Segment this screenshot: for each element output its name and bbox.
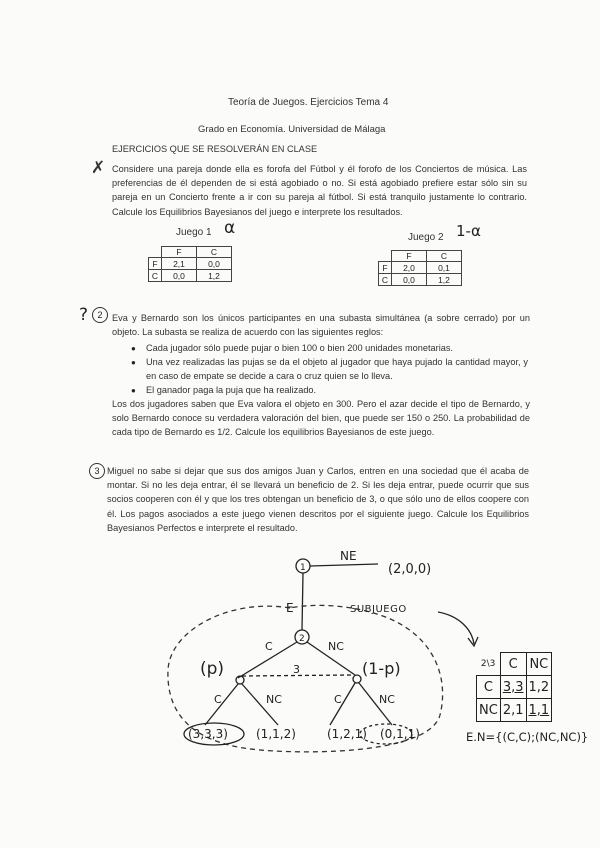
payoff-3: (1,2,1): [327, 727, 367, 741]
branch-e: [302, 573, 303, 630]
bullet-icon: ●: [131, 386, 136, 395]
col-header: C: [500, 653, 526, 676]
section-heading: EJERCICIOS QUE SE RESOLVERÁN EN CLASE: [112, 144, 318, 154]
payoff-cell: 2,1: [162, 258, 197, 270]
col-header: F: [162, 247, 197, 258]
game-2-probability: 1-α: [456, 222, 481, 240]
branch-ne: [310, 564, 378, 566]
matrix-corner: 2\3: [477, 653, 501, 676]
col-header: NC: [526, 653, 552, 676]
c-left-label: C: [214, 693, 222, 706]
subgame-label: SUBJUEGO: [350, 604, 407, 615]
c-right-label: C: [334, 693, 342, 706]
exercise-3-number: 3: [89, 463, 105, 479]
payoff-1: (3,3,3): [188, 727, 228, 741]
exercise-2-intro: Eva y Bernardo son los únicos participantes en una subasta simultánea (a sobre cerrado) por un objeto. La subasta se realiza de acuerdo con las siguientes reglos:: [112, 313, 530, 338]
page-title: Teoría de Juegos. Ejercicios Tema 4: [228, 97, 389, 108]
prob-left: (p): [200, 659, 225, 679]
payoff-4: (0,1,1): [380, 727, 420, 741]
row-header: NC: [477, 699, 501, 722]
nc-left-label: NC: [266, 693, 282, 706]
payoff-cell: 0,0: [162, 270, 197, 282]
game-2-label: Juego 2: [408, 232, 444, 243]
exercise-2-rule-1: Cada jugador sólo puede pujar o bien 100 o bien 200 unidades monetarias.: [146, 343, 453, 353]
exercise-2-body: Los dos jugadores saben que Eva valora el objeto en 300. Pero el azar decide el tipo de Bernardo, y solo Bernardo conoce su verdadera valoración del bien, que puede ser 150 o 250. La probabilidad de cada tipo de Bernardo es 1/2. Calcule los equilibrios Bayesianos de este juego.: [112, 399, 530, 438]
nc-label: NC: [328, 640, 344, 653]
payoff-2: (1,1,2): [256, 727, 296, 741]
nash-equilibria: E.N={(C,C);(NC,NC)}: [466, 730, 589, 744]
row-header: C: [477, 676, 501, 699]
question-mark: ?: [79, 305, 89, 325]
row-header: C: [149, 270, 162, 282]
col-header: C: [427, 251, 462, 262]
col-header: F: [392, 251, 427, 262]
subgame-payoff-matrix: [476, 652, 552, 722]
exercise-3-text: Miguel no sabe si dejar que sus dos amigos Juan y Carlos, entren en una sociedad que él acaba de montar. Si no les deja entrar, él se llevará un beneficio de 2. Si les deja entrar, puede ocurrir que sus socios cooperen con él y que los tres obtengan un beneficio de 3, o que sólo uno de ellos coopere con él. Los pagos asociados a este juego vienen descritos por el siguiente juego. Calcule los Equilibrios Bayesianos Perfectos e interprete el resultado.: [107, 466, 529, 533]
payoff-cell: 3,3: [500, 676, 526, 699]
payoff-cell: 0,1: [427, 262, 462, 274]
row-header: F: [379, 262, 392, 274]
bullet-icon: ●: [131, 344, 136, 353]
nc-right-label: NC: [379, 693, 395, 706]
row-header: F: [149, 258, 162, 270]
ne-payoff: (2,0,0): [388, 562, 432, 577]
row-header: C: [379, 274, 392, 286]
payoff-cell: 1,1: [526, 699, 552, 722]
ne-label: NE: [340, 549, 357, 563]
payoff-cell: 1,2: [427, 274, 462, 286]
exercise-2-rule-2: Una vez realizadas las pujas se da el objeto al jugador que haya pujado la cantidad mayor, y en caso de empate se decide a cara o cruz quien se lo lleva.: [146, 357, 528, 382]
node-3-label: 3: [293, 663, 300, 676]
exercise-2-rule-3: El ganador paga la puja que ha realizado.: [146, 385, 317, 395]
payoff-cell: 2,1: [500, 699, 526, 722]
node-1-label: 1: [300, 563, 306, 573]
game-1-probability: α: [224, 218, 236, 238]
e-label: E: [286, 601, 294, 615]
payoff-cell: 2,0: [392, 262, 427, 274]
check-mark-icon: ✗: [91, 158, 106, 178]
page-subtitle: Grado en Economía. Universidad de Málaga: [198, 124, 386, 135]
node-2-label: 2: [299, 634, 305, 644]
payoff-cell: 0,0: [392, 274, 427, 286]
prob-right: (1-p): [362, 659, 401, 678]
payoff-cell: 0,0: [197, 258, 232, 270]
exercise-2-number: 2: [92, 307, 108, 323]
payoff-cell: 1,2: [526, 676, 552, 699]
game-1-label: Juego 1: [176, 227, 212, 238]
exercise-1-text: Considere una pareja donde ella es forofa del Fútbol y él forofo de los Conciertos de música. Las preferencias de él dependen de si está agobiado o no. Si está agobiado prefiere estar sólo sin su pareja en un Concierto frente a ir con su pareja al fútbol. Si está tranquilo justamente lo contrario. Calcule los Equilibrios Bayesianos del juego e interprete los resultados.: [112, 164, 527, 217]
c-label: C: [265, 640, 273, 653]
payoff-cell: 1,2: [197, 270, 232, 282]
node-right: [353, 675, 361, 683]
col-header: C: [197, 247, 232, 258]
bullet-icon: ●: [131, 358, 136, 367]
